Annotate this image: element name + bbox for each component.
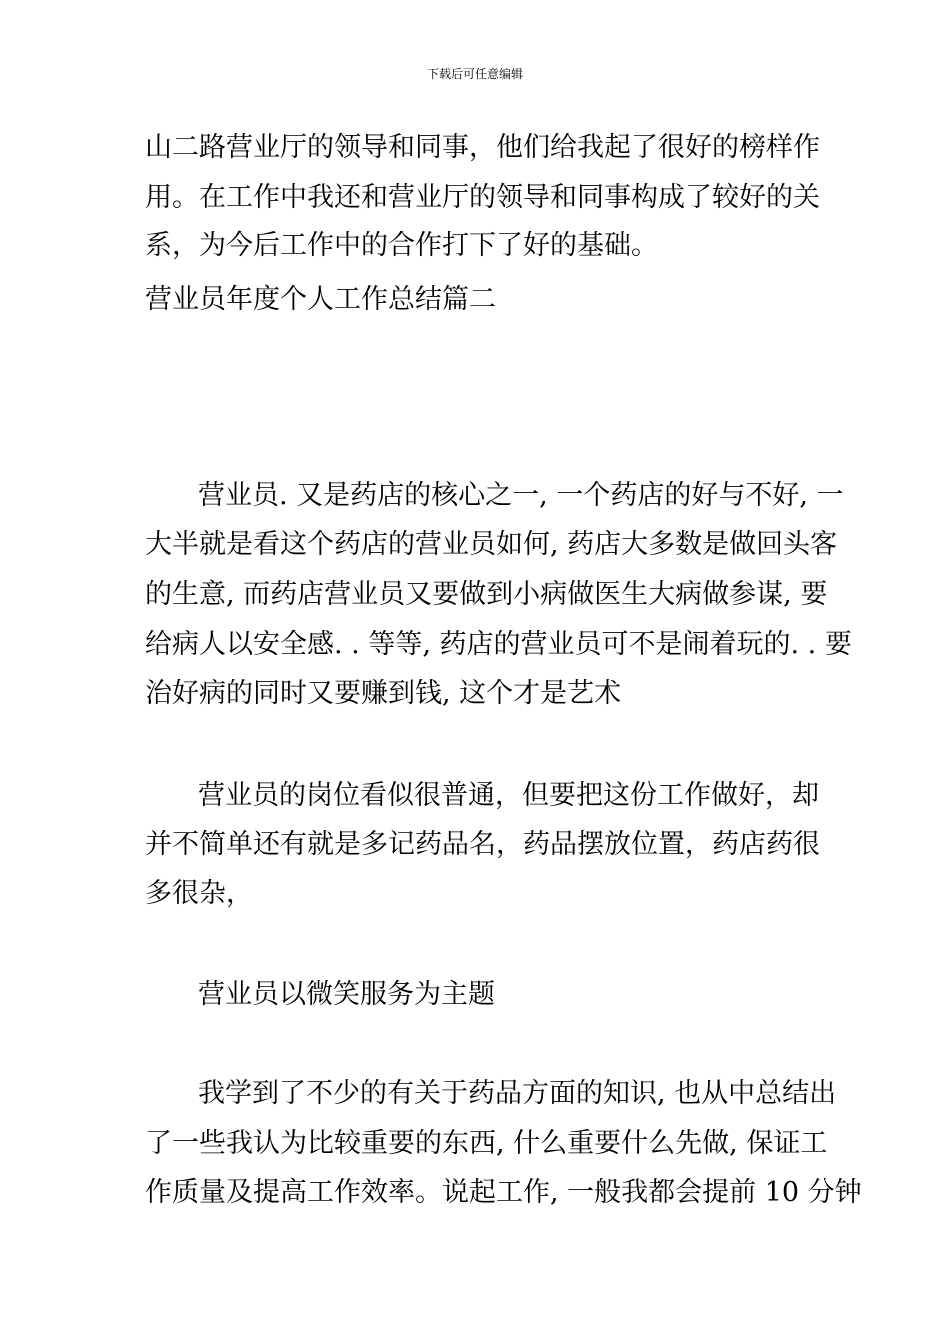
text-line: 山二路营业厅的领导和同事，他们给我起了很好的榜样作 [145,132,820,163]
text-line: 给病人以安全感. . 等等, 药店的营业员可不是闹着玩的. . 要 [145,629,852,660]
text-line: 系，为今后工作中的合作打下了好的基础。 [145,230,658,261]
text-line: 用。在工作中我还和营业厅的领导和同事构成了较好的关 [145,182,820,213]
text-line: 营业员的岗位看似很普通，但要把这份工作做好，却 [198,780,819,811]
text-line: 了一些我认为比较重要的东西, 什么重要什么先做, 保证工 [145,1128,828,1159]
text-line: 多很杂， [145,878,253,909]
text-line: 治好病的同时又要赚到钱, 这个才是艺术 [145,678,622,709]
section-heading: 营业员年度个人工作总结篇二 [145,284,496,315]
text-line: 的生意, 而药店营业员又要做到小病做医生大病做参谋, 要 [145,579,828,610]
text-line: 营业员. 又是药店的核心之一, 一个药店的好与不好, 一 [198,480,844,511]
text-line: 营业员以微笑服务为主题 [198,979,495,1010]
text-line: 作质量及提高工作效率。说起工作, 一般我都会提前 10 分钟 [145,1177,862,1208]
page-header: 下载后可任意编辑 [426,67,523,81]
text-line: 我学到了不少的有关于药品方面的知识, 也从中总结出 [198,1078,837,1109]
text-line: 大半就是看这个药店的营业员如何, 药店大多数是做回头客 [145,529,838,560]
text-line: 并不简单还有就是多记药品名，药品摆放位置，药店药很 [145,829,820,860]
